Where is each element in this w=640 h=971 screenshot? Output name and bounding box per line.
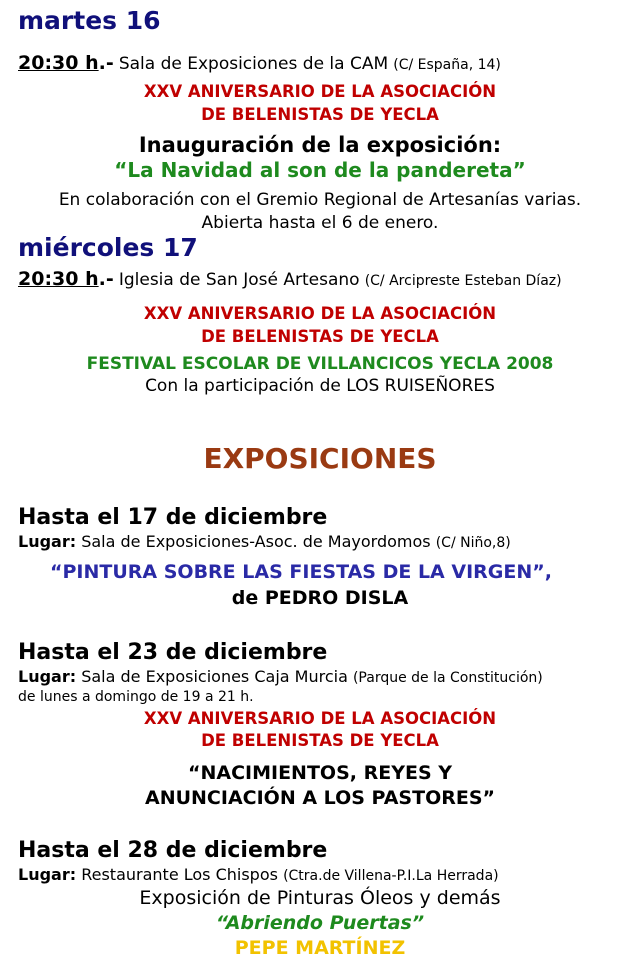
festival-title: FESTIVAL ESCOLAR DE VILLANCICOS YECLA 2008: [86, 354, 554, 374]
open-until-note: Abierta hasta el 6 de enero.: [201, 213, 439, 233]
exhibition-title: “Abriendo Puertas”: [215, 912, 425, 934]
event-time: 20:30 h: [18, 52, 99, 74]
exhibition-hours: de lunes a domingo de 19 a 21 h.: [18, 689, 254, 705]
time-separator: .-: [98, 52, 114, 74]
location-address: (C/ Niño,8): [435, 535, 511, 551]
exhibit-title: “La Navidad al son de la pandereta”: [114, 158, 526, 182]
event-address: (C/ España, 14): [393, 57, 501, 73]
event-line-day1: [18, 52, 501, 74]
location-label: Lugar:: [18, 532, 77, 551]
exhibition-author: de PEDRO DISLA: [231, 587, 409, 609]
anniversary-line-2: DE BELENISTAS DE YECLA: [201, 105, 439, 124]
exhibition-title-line-1: “NACIMIENTOS, REYES Y: [188, 762, 452, 784]
location-address: (Ctra.de Villena-P.I.La Herrada): [283, 868, 499, 884]
anniversary-line-1: XXV ANIVERSARIO DE LA ASOCIACIÓN: [143, 82, 497, 101]
event-address: (C/ Arcipreste Esteban Díaz): [364, 273, 562, 289]
location-label: Lugar:: [18, 865, 77, 884]
anniversary-line-2: DE BELENISTAS DE YECLA: [201, 731, 439, 750]
exhibition-author: PEPE MARTÍNEZ: [234, 937, 406, 959]
exhibition-location: [18, 532, 511, 551]
exhibition-until: Hasta el 23 de diciembre: [18, 640, 328, 665]
collaboration-note: En colaboración con el Gremio Regional de Artesanías varias.: [58, 190, 582, 210]
exhibition-location: [18, 865, 499, 884]
exhibition-title: “PINTURA SOBRE LAS FIESTAS DE LA VIRGEN”,: [50, 561, 552, 583]
anniversary-line-1: XXV ANIVERSARIO DE LA ASOCIACIÓN: [143, 304, 497, 323]
anniversary-line-2: DE BELENISTAS DE YECLA: [201, 327, 439, 346]
event-time: 20:30 h: [18, 268, 99, 290]
day-title-martes: martes 16: [18, 6, 161, 35]
time-separator: .-: [98, 268, 114, 290]
location-address: (Parque de la Constitución): [352, 670, 543, 686]
event-line-day2: [18, 268, 562, 290]
participation-note: Con la participación de LOS RUISEÑORES: [145, 376, 495, 396]
location-label: Lugar:: [18, 667, 77, 686]
anniversary-line-1: XXV ANIVERSARIO DE LA ASOCIACIÓN: [143, 709, 497, 728]
location-place: Restaurante Los Chispos: [81, 865, 278, 884]
exhibition-description: Exposición de Pinturas Óleos y demás: [139, 887, 501, 909]
event-place: Sala de Exposiciones de la CAM: [118, 54, 389, 74]
event-place: Iglesia de San José Artesano: [118, 270, 360, 290]
exhibition-until: Hasta el 28 de diciembre: [18, 838, 328, 863]
location-place: Sala de Exposiciones-Asoc. de Mayordomos: [81, 532, 431, 551]
exhibition-until: Hasta el 17 de diciembre: [18, 505, 328, 530]
section-title: EXPOSICIONES: [203, 442, 437, 475]
day-title-miercoles: miércoles 17: [18, 233, 198, 262]
exhibition-location: [18, 667, 543, 686]
exhibition-title-line-2: ANUNCIACIÓN A LOS PASTORES”: [145, 787, 495, 809]
location-place: Sala de Exposiciones Caja Murcia: [81, 667, 348, 686]
event-heading: Inauguración de la exposición:: [138, 133, 502, 157]
